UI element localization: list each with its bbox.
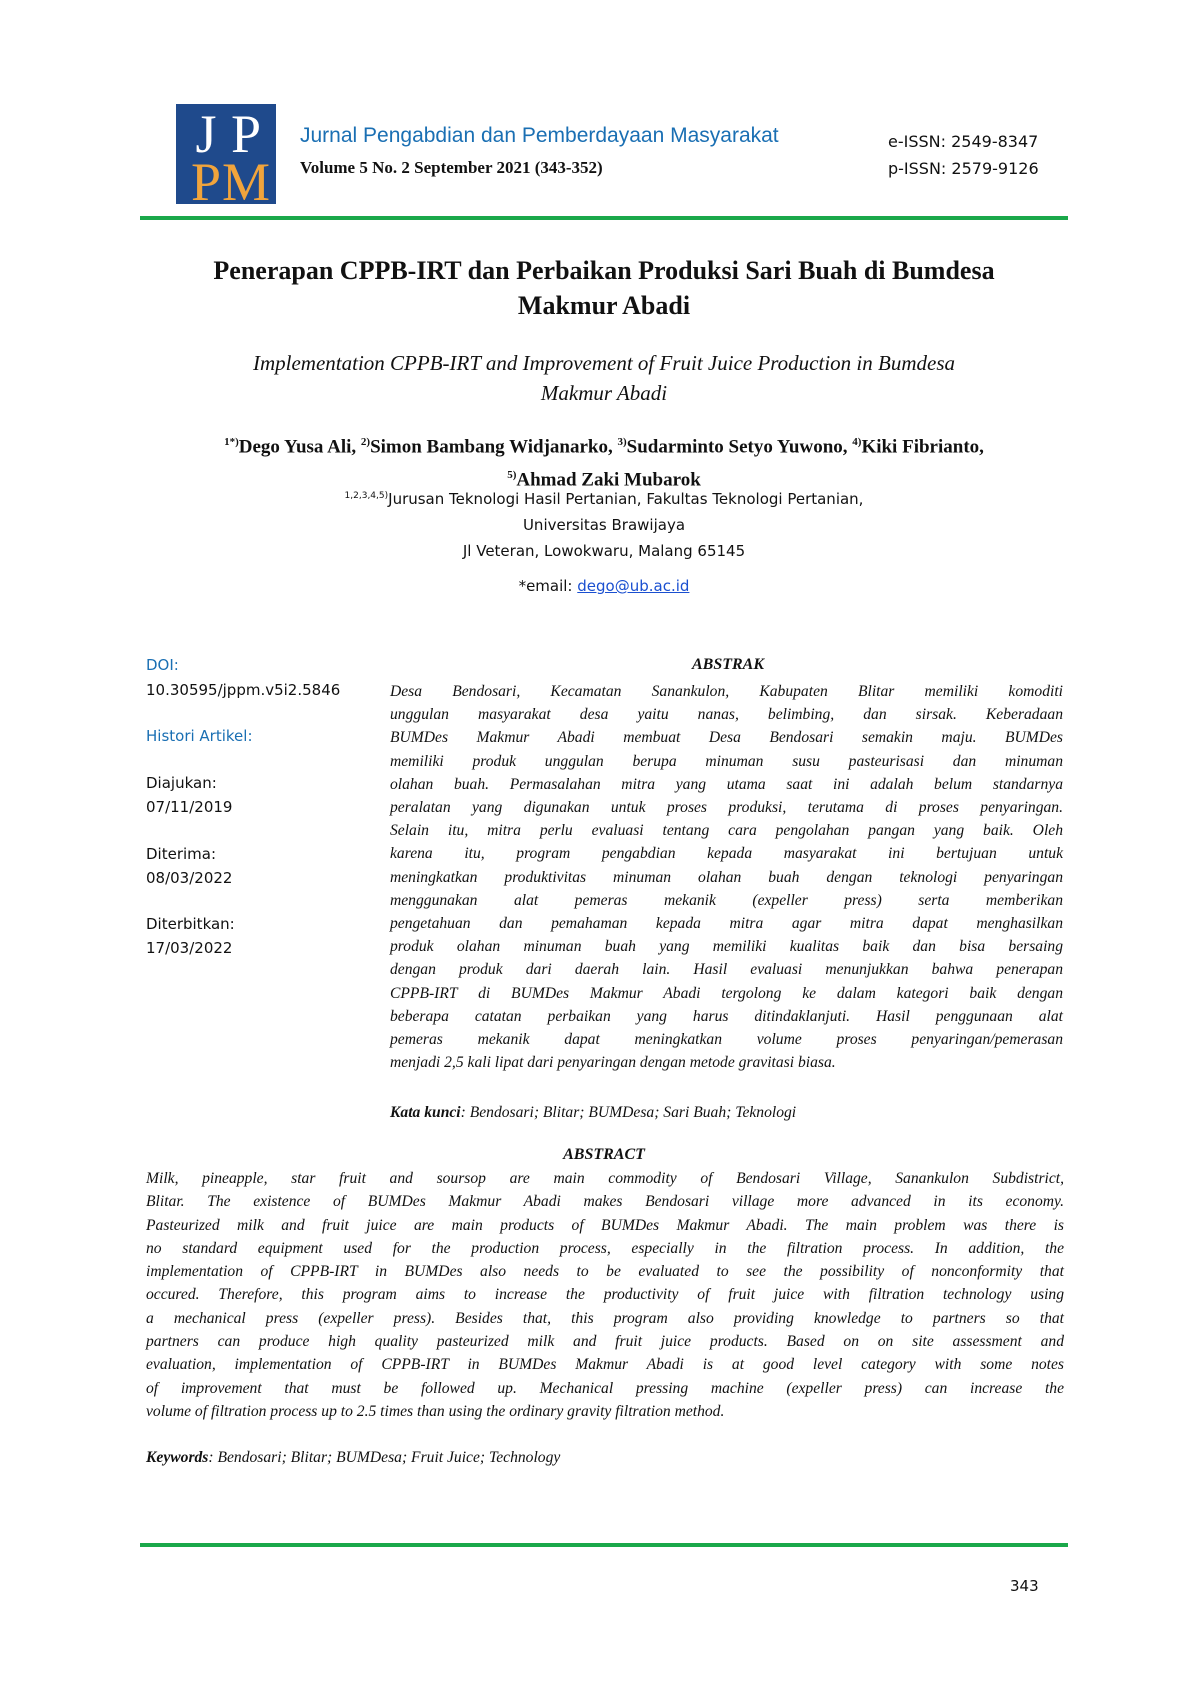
abstrak-keywords — [390, 1104, 1090, 1122]
submitted-date: 07/11/2019 — [146, 798, 233, 816]
abstrak-line: meningkatkan produktivitas minuman olahan buah dengan teknologi penyaringan — [390, 868, 1063, 886]
eissn: e-ISSN: 2549-8347 — [888, 132, 1039, 151]
abstrak-line: beberapa catatan perbaikan yang harus ditindaklanjuti. Hasil penggunaan alat — [390, 1007, 1063, 1025]
abstract-line: implementation of CPPB-IRT in BUMDes also needs to be evaluated to see the possibility of nonconformity that — [146, 1263, 1064, 1281]
author-1-sup: 1*) — [224, 436, 239, 448]
abstract-keywords-list: : Bendosari; Blitar; BUMDesa; Fruit Juice; Technology — [208, 1449, 561, 1466]
abstrak-line: olahan buah. Permasalahan mitra yang utama saat ini adalah belum standarnya — [390, 775, 1063, 793]
author-4-sup: 4) — [852, 436, 862, 448]
logo-letter-p2: P — [190, 152, 222, 204]
logo-letter-j: J — [195, 104, 217, 164]
affiliation-line-2: Universitas Brawijaya — [522, 516, 686, 534]
history-label: Histori Artikel: — [146, 727, 253, 745]
abstract-body — [146, 1167, 1064, 1423]
email-line — [140, 577, 1068, 595]
abstract-line: of improvement that must be followed up. Mechanical pressing machine (expeller press) can increase the — [146, 1379, 1064, 1397]
email-label: *email: — [518, 577, 573, 595]
accepted-date: 08/03/2022 — [146, 869, 233, 887]
page-number: 343 — [1010, 1577, 1039, 1595]
abstrak-line: pemeras mekanik dapat meningkatkan volume proses penyaringan/pemerasan — [390, 1031, 1063, 1049]
affiliation-line-3: Jl Veteran, Lowokwaru, Malang 65145 — [462, 542, 746, 560]
author-1: Dego Yusa Ali, — [238, 436, 357, 458]
author-5: Ahmad Zaki Mubarok — [516, 469, 701, 491]
abstrak-line: menggunakan alat pemeras mekanik (expeller press) serta memberikan — [390, 891, 1063, 909]
abstract-line: no standard equipment used for the production process, especially in the filtration process. In addition, the — [146, 1239, 1064, 1257]
abstract-line: a mechanical press (expeller press). Besides that, this program also providing knowledge to partners so that — [146, 1309, 1064, 1327]
abstract-keywords-label: Keywords — [146, 1449, 209, 1466]
journal-logo — [176, 104, 276, 204]
abstrak-line: Desa Bendosari, Kecamatan Sanankulon, Kabupaten Blitar memiliki komoditi — [390, 683, 1063, 700]
author-3-sup: 3) — [617, 436, 627, 448]
author-4: Kiki Fibrianto, — [861, 436, 984, 458]
abstrak-line: pengetahuan dan pemahaman kepada mitra agar mitra dapat menghasilkan — [390, 915, 1063, 933]
affiliation-line-1 — [140, 483, 1068, 512]
subtitle-line-2: Makmur Abadi — [540, 381, 668, 405]
abstrak-line: Selain itu, mitra perlu evaluasi tentang cara pengolahan pangan yang baik. Oleh — [390, 822, 1063, 840]
abstrak-line: unggulan masyarakat desa yaitu nanas, belimbing, dan sirsak. Keberadaan — [390, 706, 1063, 724]
author-2-sup: 2) — [360, 436, 371, 448]
abstrak-line: CPPB-IRT di BUMDes Makmur Abadi tergolong ke dalam kategori baik dengan — [390, 984, 1063, 1002]
email-link[interactable]: dego@ub.ac.id — [577, 577, 690, 595]
abstract-line: Milk, pineapple, star fruit and soursop are main commodity of Bendosari Village, Sanankulon Subdistrict, — [146, 1170, 1064, 1187]
abstrak-body — [390, 680, 1063, 1074]
submitted-label: Diajukan: — [146, 774, 217, 792]
journal-name: Jurnal Pengabdian dan Pemberdayaan Masyarakat — [300, 124, 779, 147]
abstract-line: occured. Therefore, this program aims to increase the productivity of fruit juice with filtration technology using — [146, 1286, 1064, 1304]
abstrak-line: BUMDes Makmur Abadi membuat Desa Bendosari semakin maju. BUMDes — [390, 729, 1063, 747]
doi-label: DOI: — [146, 656, 179, 674]
title-line-1: Penerapan CPPB-IRT dan Perbaikan Produksi Sari Buah di Bumdesa — [213, 256, 995, 285]
abstrak-line: peralatan yang digunakan untuk proses produksi, terutama di proses penyaringan. — [390, 799, 1063, 817]
author-5-sup: 5) — [507, 469, 517, 482]
header-rule — [140, 216, 1068, 220]
accepted-label: Diterima: — [146, 845, 217, 863]
abstract-keywords — [146, 1449, 946, 1467]
abstrak-line: menjadi 2,5 kali lipat dari penyaringan dengan metode gravitasi biasa. — [390, 1054, 836, 1072]
issn-block — [888, 128, 1039, 182]
affiliation — [140, 483, 1068, 564]
doi-value[interactable]: 10.30595/jppm.v5i2.5846 — [146, 681, 341, 699]
published-date: 17/03/2022 — [146, 939, 233, 957]
published-label: Diterbitkan: — [146, 915, 235, 933]
abstrak-keywords-label: Kata kunci — [390, 1104, 461, 1121]
abstrak-line: dengan produk dari daerah lain. Hasil evaluasi menunjukkan bahwa penerapan — [390, 961, 1063, 979]
abstrak-line: karena itu, program pengabdian kepada masyarakat ini bertujuan untuk — [390, 845, 1063, 863]
author-2: Simon Bambang Widjanarko, — [370, 436, 613, 458]
abstract-line: partners can produce high quality pasteurized milk and fruit juice products. Based on on site assessment and — [146, 1333, 1064, 1351]
journal-volume: Volume 5 No. 2 September 2021 (343-352) — [300, 158, 603, 177]
abstract-line: volume of filtration process up to 2.5 times than using the ordinary gravity filtration method. — [146, 1402, 725, 1420]
paper-title — [140, 253, 1068, 323]
abstrak-line: memiliki produk unggulan berupa minuman susu pasteurisasi dan minuman — [390, 752, 1063, 770]
logo-letter-m: M — [221, 152, 271, 204]
subtitle-line-1: Implementation CPPB-IRT and Improvement of Fruit Juice Production in Bumdesa — [252, 351, 955, 375]
abstrak-heading: ABSTRAK — [691, 656, 765, 673]
paper-subtitle — [140, 348, 1068, 408]
abstrak-keywords-list: : Bendosari; Blitar; BUMDesa; Sari Buah; Teknologi — [460, 1104, 797, 1121]
affiliation-sup: 1,2,3,4,5) — [344, 491, 389, 501]
abstract-heading: ABSTRACT — [563, 1146, 645, 1163]
footer-rule — [140, 1543, 1068, 1547]
abstract-line: evaluation, implementation of CPPB-IRT in BUMDes Makmur Abadi is at good level category with some notes — [146, 1356, 1064, 1374]
abstract-line: Pasteurized milk and fruit juice are main products of BUMDes Makmur Abadi. The main problem was there is — [146, 1216, 1064, 1234]
abstrak-line: produk olahan minuman buah yang memiliki kualitas baik dan bisa bersaing — [390, 938, 1063, 956]
pissn: p-ISSN: 2579-9126 — [888, 159, 1039, 178]
author-3: Sudarminto Setyo Yuwono, — [626, 436, 848, 458]
abstract-line: Blitar. The existence of BUMDes Makmur Abadi makes Bendosari village more advanced in its economy. — [146, 1193, 1064, 1211]
logo-letter-p1: P — [230, 104, 262, 164]
title-line-2: Makmur Abadi — [517, 291, 691, 320]
affiliation-dept: Jurusan Teknologi Hasil Pertanian, Fakultas Teknologi Pertanian, — [388, 490, 864, 508]
authors-line-1 — [140, 428, 1068, 461]
